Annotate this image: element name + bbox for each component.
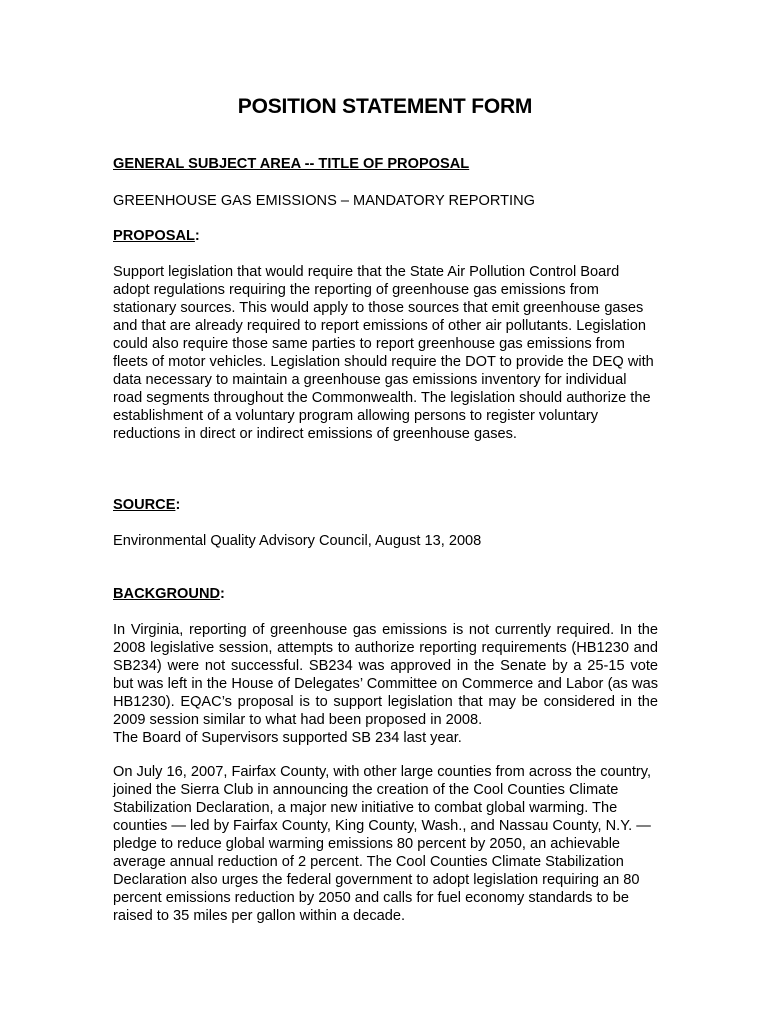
background-heading-text: BACKGROUND bbox=[113, 586, 221, 602]
background-paragraph-1-body: In Virginia, reporting of greenhouse gas emissions is not currently required. In the 2008 legislative session, attempts to authorize reporting requirements (HB1230 and SB234) were not successful. SB234 was approved in the Senate by a 25-15 vote but was left in the House of Delegates’ Committee on Commerce and Labor (as was HB1230). EQAC’s proposal is to support legislation that may be considered in the 2009 session similar to what had been proposed in 2008. bbox=[113, 622, 658, 728]
source-heading-text: SOURCE bbox=[113, 497, 176, 513]
page-title: POSITION STATEMENT FORM bbox=[237, 95, 533, 118]
proposal-text: Support legislation that would require that the State Air Pollution Control Board adopt regulations requiring the reporting of greenhouse gas emissions from stationary sources. This would apply to those sources that emit greenhouse gases and that are already required to report emissions of other air pollutants. Legislation could also require those same parties to report greenhouse gas emissions from fleets of motor vehicles. Legislation should require the DOT to provide the DEQ with data necessary to maintain a greenhouse gas emissions inventory for individual road segments throughout the Commonwealth. The legislation should authorize the establishment of a voluntary program allowing persons to register voluntary reductions in direct or indirect emissions of greenhouse gases. bbox=[113, 264, 654, 442]
proposal-heading bbox=[113, 227, 658, 245]
background-heading-colon: : bbox=[220, 586, 225, 602]
source-heading-colon: : bbox=[175, 497, 181, 513]
source-text: Environmental Quality Advisory Council, August 13, 2008 bbox=[113, 533, 482, 549]
proposal-heading-text: PROPOSAL bbox=[113, 228, 195, 244]
subject-heading bbox=[113, 155, 658, 173]
proposal-heading-colon: : bbox=[194, 228, 200, 244]
background-paragraph-1-last-line: The Board of Supervisors supported SB 234 last year. bbox=[113, 730, 462, 746]
subject-heading-text: GENERAL SUBJECT AREA -- TITLE OF PROPOSAL bbox=[113, 156, 470, 172]
background-paragraph-2: On July 16, 2007, Fairfax County, with other large counties from across the country, joined the Sierra Club in announcing the creation of the Cool Counties Climate Stabilization Declaration, a major new initiative to combat global warming. The counties — led by Fairfax County, King County, Wash., and Nassau County, N.Y. — pledge to reduce global warming emissions 80 percent by 2050, an achievable average annual reduction of 2 percent. The Cool Counties Climate Stabilization Declaration also urges the federal government to adopt legislation requiring an 80 percent emissions reduction by 2050 and calls for fuel economy standards to be raised to 35 miles per gallon within a decade. bbox=[113, 764, 652, 924]
source-heading bbox=[113, 496, 658, 514]
background-heading bbox=[113, 585, 658, 603]
background-paragraph-1 bbox=[113, 621, 658, 747]
subject-value: GREENHOUSE GAS EMISSIONS – MANDATORY REPORTING bbox=[113, 193, 535, 209]
